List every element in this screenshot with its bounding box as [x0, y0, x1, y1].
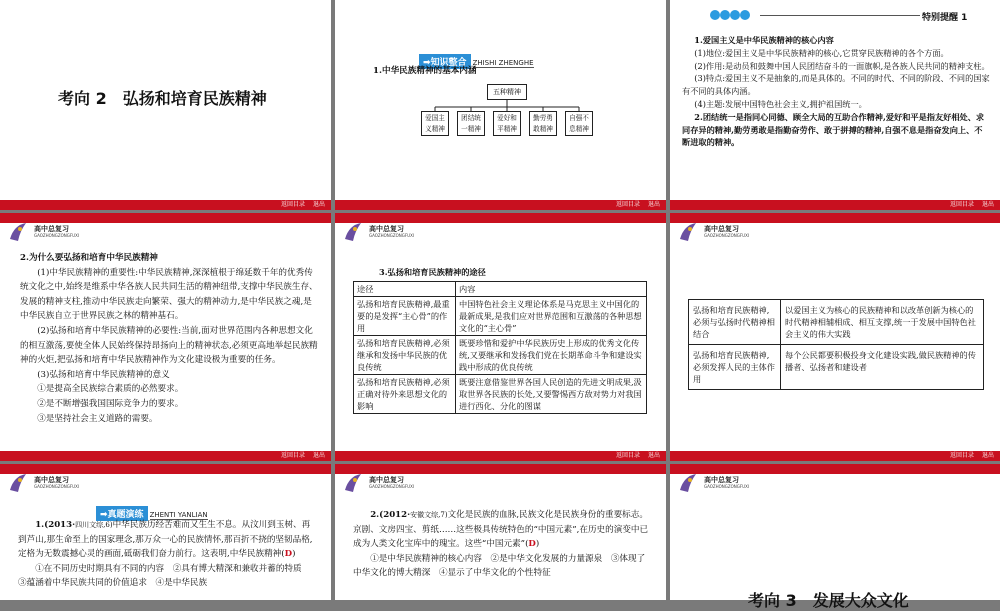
- bird-logo-icon: [678, 472, 698, 494]
- slide-9: [670, 464, 1000, 610]
- why-paragraph: (1)中华民族精神的重要性:中华民族精神,深深植根于绵延数千年的优秀传统文化之中,始终是维系中华各族人民共同生活的精神纽带,支撑中华民族生存、发展的精神支柱,推动中华民族走向繁荣、强大的精神动力,是中华民族之魂,是中华民族自立于世界民族之林的精神基石。: [20, 267, 318, 322]
- tag-label: 特别提醒 1: [922, 13, 968, 23]
- table-heading: 3.弘扬和培育民族精神的途径: [379, 267, 486, 277]
- logo: [8, 221, 88, 243]
- logo-title: 高中总复习: [34, 476, 69, 484]
- question-1-options: ①在不同历史时期具有不同的内容 ②具有博大精深和兼收并蓄的特质 ③蕴涵着中华民族共同的价值追求 ④是中华民族: [18, 563, 311, 589]
- badge-exam: ➡真题演练: [96, 506, 148, 521]
- slide-6: [670, 213, 1000, 461]
- table-row: [354, 375, 647, 414]
- ways-table-continued: [688, 299, 984, 390]
- diagram-child-node: 自强不息精神: [565, 111, 593, 136]
- back-to-contents-link[interactable]: 返回目录: [949, 452, 974, 459]
- question-2: 2.(2012·安徽文综,7)文化是民族的血脉,民族文化是民族身份的重要标志。京剧、文房四宝、剪纸……这些极具传统特色的“中国元素”,在历史的演变中已成为人类文化宝库中的瑰宝。这些“中国元素”(D) ①是中华民族精神的核心内容 ②是中华文化发展的力量源泉 ③体现了中华文化的博大精深 ④显示了中华文化的个性特征: [353, 508, 653, 581]
- logo-title: 高中总复习: [369, 225, 404, 233]
- diagram-child-node: 团结统一精神: [457, 111, 485, 136]
- table-cell: 每个公民都要积极投身文化建设实践,做民族精神的传播者、弘扬者和建设者: [781, 345, 984, 390]
- slide-4: [0, 213, 331, 461]
- diagram-child-node: 勤劳勇敢精神: [529, 111, 557, 136]
- diagram-child-node: 爱国主义精神: [421, 111, 449, 136]
- bird-logo-icon: [8, 472, 28, 494]
- badge-en-label: ZHENTI YANLIAN: [149, 511, 208, 519]
- slide-1-title: 考向 2 弘扬和培育民族精神: [58, 89, 267, 108]
- logo: [678, 221, 758, 243]
- back-to-contents-link[interactable]: 返回目录: [949, 201, 974, 208]
- table-row: [689, 345, 984, 390]
- reminder-paragraph: (1)地位:爱国主义是中华民族精神的核心,它贯穿民族精神的各个方面。: [694, 47, 949, 58]
- ways-table: [353, 281, 647, 414]
- reminder-paragraph: 2.团结统一是指同心同德、顾全大局的互助合作精神,爱好和平是指友好相处、求同存异的精神,勤劳勇敢是指勤奋劳作、敢于拼搏的精神,自强不息是指奋发向上、不断进取的精神。: [682, 111, 985, 148]
- logo-subtitle: GAOZHONGZONGFUXI: [704, 484, 750, 489]
- bird-logo-icon: [678, 221, 698, 243]
- slide-2: [335, 0, 666, 210]
- diagram-root-node: 五种精神: [487, 84, 527, 100]
- exit-link[interactable]: 退出: [647, 452, 660, 459]
- reminder-text: [682, 34, 990, 149]
- table-row: [354, 297, 647, 336]
- bottom-nav-bar: [0, 200, 331, 210]
- logo: [8, 472, 88, 494]
- back-to-contents-link[interactable]: 返回目录: [280, 201, 305, 208]
- back-to-contents-link[interactable]: 返回目录: [280, 452, 305, 459]
- table-cell: 既要珍惜和爱护中华民族历史上形成的优秀文化传统,又要继承和发扬我们党在长期革命斗争和建设实践中形成的优良传统: [456, 336, 647, 375]
- table-cell: 弘扬和培育民族精神,最重要的是发挥“主心骨”的作用: [354, 297, 456, 336]
- reminder-paragraph: (2)作用:是动员和鼓舞中国人民团结奋斗的一面旗帜,是各族人民共同的精神支柱。: [694, 60, 990, 71]
- table-header-cell: 内容: [456, 282, 647, 297]
- slide-5: [335, 213, 666, 461]
- diagram-child-node: 爱好和平精神: [493, 111, 521, 136]
- reminder-paragraph: 1.爱国主义是中华民族精神的核心内容: [694, 35, 834, 45]
- why-paragraph: ③是坚持社会主义道路的需要。: [37, 413, 158, 424]
- logo-title: 高中总复习: [704, 476, 739, 484]
- table-cell: 中国特色社会主义理论体系是马克思主义中国化的最新成果,是我们应对世界范围和互激荡的各种思想文化的“主心骨”: [456, 297, 647, 336]
- bird-logo-icon: [8, 221, 28, 243]
- badge-en-label: ZHISHI ZHENGHE: [472, 59, 534, 67]
- slide-9-title: 考向 3 发展大众文化: [748, 591, 909, 610]
- logo-title: 高中总复习: [704, 225, 739, 233]
- section-heading: 1.中华民族精神的基本内涵: [373, 66, 477, 76]
- bottom-nav-bar: [0, 451, 331, 461]
- logo: [343, 221, 423, 243]
- answer-letter: D: [528, 539, 536, 550]
- logo: [678, 472, 758, 494]
- table-header-row: [354, 282, 647, 297]
- bottom-nav-bar: [670, 200, 1000, 210]
- bird-logo-icon: [343, 472, 363, 494]
- logo-subtitle: GAOZHONGZONGFUXI: [369, 233, 415, 238]
- bottom-nav-bar: [335, 451, 666, 461]
- arrow-icon: ➡: [100, 510, 108, 520]
- table-cell: 既要注意借鉴世界各国人民创造的先进文明成果,汲取世界各民族的长处,又要警惕西方敌对势力对我国进行西化、分化的图谋: [456, 375, 647, 414]
- table-header-cell: 途径: [354, 282, 456, 297]
- tag-line: [760, 15, 920, 16]
- exit-link[interactable]: 退出: [312, 201, 325, 208]
- bottom-nav-bar: [335, 200, 666, 210]
- reminder-paragraph: (3)特点:爱国主义不是抽象的,而是具体的。不同的时代、不同的阶段、不同的国家有不同的具体内涵。: [682, 73, 990, 97]
- back-to-contents-link[interactable]: 返回目录: [615, 201, 640, 208]
- table-cell: 弘扬和培育民族精神,必须正确对待外来思想文化的影响: [354, 375, 456, 414]
- table-cell: 弘扬和培育民族精神,必须发挥人民的主体作用: [689, 345, 781, 390]
- logo-subtitle: GAOZHONGZONGFUXI: [34, 233, 80, 238]
- question-1: 1.(2013·四川文综,6)中华民族历经苦难而又生生不息。从汶川到玉树、再到芦山,那生命至上的国家理念,那万众一心的民族情怀,那百折不挠的坚韧品格,定格为无数震撼心灵的画面,砥砺我们奋力前行。这表明,中华民族精神(D) ①在不同历史时期具有不同的内容 ②具有博大精深和兼收并蓄的特质 ③蕴涵着中华民族共同的价值追求 ④是中华民族: [18, 518, 318, 591]
- why-text: [20, 251, 320, 426]
- dots-decoration: [710, 10, 760, 20]
- exit-link[interactable]: 退出: [647, 201, 660, 208]
- slide-7: [0, 464, 331, 600]
- why-paragraph: ①是提高全民族综合素质的必然要求。: [37, 384, 184, 395]
- logo-subtitle: GAOZHONGZONGFUXI: [369, 484, 415, 489]
- why-paragraph: (2)弘扬和培育中华民族精神的必要性:当前,面对世界范围内各种思想文化的相互激荡,要使全体人民始终保持昂扬向上的精神状态,必须更高地举起民族精神的火炬,把弘扬和培育中华民族精神作为文化建设极为重要的任务。: [20, 325, 318, 366]
- logo-subtitle: GAOZHONGZONGFUXI: [34, 484, 80, 489]
- question-2-options: ①是中华民族精神的核心内容 ②是中华文化发展的力量源泉 ③体现了中华文化的博大精深 ④显示了中华文化的个性特征: [353, 553, 646, 579]
- logo-subtitle: GAOZHONGZONGFUXI: [704, 233, 750, 238]
- slide-3: [670, 0, 1000, 210]
- exit-link[interactable]: 退出: [981, 452, 994, 459]
- slide-8: [335, 464, 666, 600]
- back-to-contents-link[interactable]: 返回目录: [615, 452, 640, 459]
- table-row: [354, 336, 647, 375]
- exit-link[interactable]: 退出: [312, 452, 325, 459]
- table-cell: 弘扬和培育民族精神,必须继承和发扬中华民族的优良传统: [354, 336, 456, 375]
- bottom-nav-bar: [670, 451, 1000, 461]
- exit-link[interactable]: 退出: [981, 201, 994, 208]
- logo: [343, 472, 423, 494]
- why-paragraph: ②是不断增强我国国际竞争力的要求。: [37, 398, 184, 409]
- table-row: [689, 300, 984, 345]
- table-cell: 弘扬和培育民族精神,必须与弘扬时代精神相结合: [689, 300, 781, 345]
- slide-1: [0, 0, 331, 210]
- arrow-icon: ➡: [423, 58, 431, 68]
- logo-title: 高中总复习: [34, 225, 69, 233]
- table-cell: 以爱国主义为核心的民族精神和以改革创新为核心的时代精神相辅相成、相互支撑,统一于发展中国特色社会主义的伟大实践: [781, 300, 984, 345]
- why-paragraph: (3)弘扬和培育中华民族精神的意义: [37, 369, 170, 380]
- logo-title: 高中总复习: [369, 476, 404, 484]
- badge-knowledge: ➡知识整合: [419, 54, 471, 69]
- why-paragraph: 2.为什么要弘扬和培育中华民族精神: [20, 253, 158, 263]
- answer-letter: D: [284, 549, 293, 560]
- bird-logo-icon: [343, 221, 363, 243]
- reminder-paragraph: (4)主题:发展中国特色社会主义,拥护祖国统一。: [694, 98, 867, 109]
